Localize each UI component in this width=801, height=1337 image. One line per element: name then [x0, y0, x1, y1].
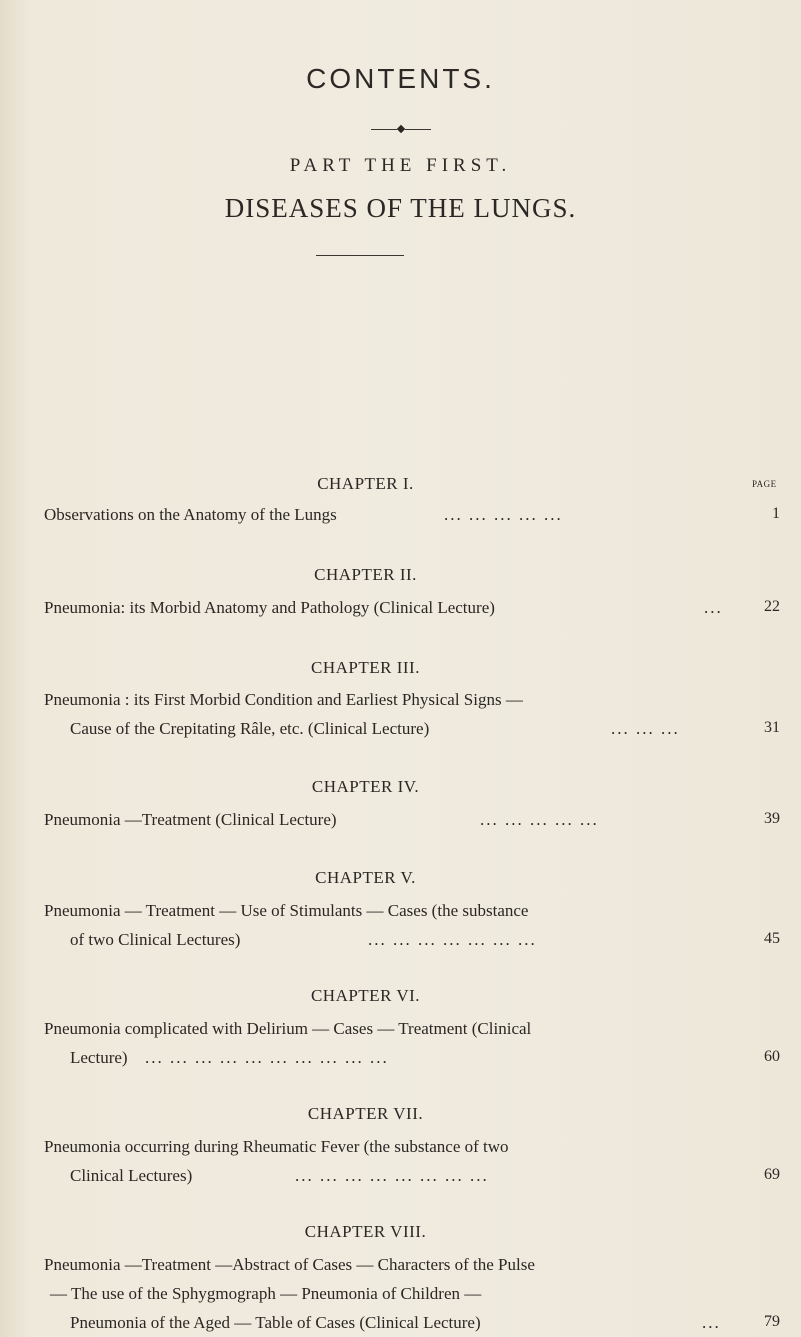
chapter-title: CHAPTER VIII. [304, 1222, 427, 1241]
dot-leaders: ... ... ... ... ... [480, 810, 599, 829]
ornament-divider [0, 120, 801, 134]
toc-entry-line[interactable]: Pneumonia of the Aged — Table of Cases (Clinical Lecture) ... 79 [70, 1313, 780, 1332]
dot-leaders: ... ... ... [611, 719, 680, 738]
dot-leaders: ... [702, 1313, 721, 1332]
page-number: 31 [764, 719, 780, 736]
chapter-title: CHAPTER V. [315, 868, 416, 887]
toc-entry-line[interactable]: Pneumonia : its First Morbid Condition and Earliest Physical Signs — [44, 690, 523, 709]
chapter-title: CHAPTER VI. [310, 986, 421, 1005]
page-number: 79 [764, 1313, 780, 1330]
toc-entry-line[interactable]: Cause of the Crepitating Râle, etc. (Clinical Lecture) ... ... ... 31 [70, 719, 780, 738]
diamond-icon [396, 125, 404, 133]
page-column-label: PAGE [752, 479, 777, 489]
toc-entry-line[interactable]: Lecture) ... ... ... ... ... ... ... ... ... ... 60 [70, 1048, 780, 1067]
toc-entry-line[interactable]: Pneumonia — Treatment — Use of Stimulants — Cases (the substance [44, 901, 529, 920]
page-number: 39 [764, 810, 780, 827]
toc-entry-line[interactable]: Observations on the Anatomy of the Lungs ... ... ... ... ... 1 [44, 505, 780, 524]
page-number: 69 [764, 1166, 780, 1183]
chapter-title: CHAPTER IV. [311, 777, 420, 796]
toc-entry-line[interactable]: Pneumonia —Treatment (Clinical Lecture) ... ... ... ... ... 39 [44, 810, 780, 829]
dot-leaders: ... ... ... ... ... ... ... [368, 930, 537, 949]
chapter-title: CHAPTER II. [314, 565, 417, 584]
toc-entry-line[interactable]: — The use of the Sphygmograph — Pneumonia of Children — [50, 1284, 482, 1303]
toc-entry-line[interactable]: Pneumonia complicated with Delirium — Cases — Treatment (Clinical [44, 1019, 532, 1038]
page-number: 60 [764, 1048, 780, 1065]
toc-entry-line[interactable]: Pneumonia: its Morbid Anatomy and Pathology (Clinical Lecture) ... 22 [44, 598, 780, 617]
page-number: 22 [764, 598, 780, 615]
chapter-title: CHAPTER VII. [307, 1104, 424, 1123]
page-number: 45 [764, 930, 780, 947]
dot-leaders: ... ... ... ... ... ... ... ... [295, 1166, 489, 1185]
chapter-title: CHAPTER I. [317, 474, 414, 493]
horizontal-rule [316, 255, 404, 256]
toc-entry-line[interactable]: Clinical Lectures) ... ... ... ... ... ... ... ... 69 [70, 1166, 780, 1185]
dot-leaders: ... ... ... ... ... ... ... ... ... ... [145, 1048, 389, 1067]
toc-entry-line[interactable]: of two Clinical Lectures) ... ... ... ... ... ... ... 45 [70, 930, 780, 949]
section-heading: DISEASES OF THE LUNGS. [224, 193, 577, 223]
toc-entry-line[interactable]: Pneumonia —Treatment —Abstract of Cases — Characters of the Pulse [44, 1255, 535, 1274]
chapter-title: CHAPTER III. [311, 658, 420, 677]
dot-leaders: ... ... ... ... ... [444, 505, 563, 524]
part-heading: PART THE FIRST. [289, 155, 512, 176]
dot-leaders: ... [704, 598, 723, 617]
page-number: 1 [772, 505, 780, 522]
toc-entry-line[interactable]: Pneumonia occurring during Rheumatic Fever (the substance of two [44, 1137, 509, 1156]
contents-heading: CONTENTS. [306, 63, 495, 94]
